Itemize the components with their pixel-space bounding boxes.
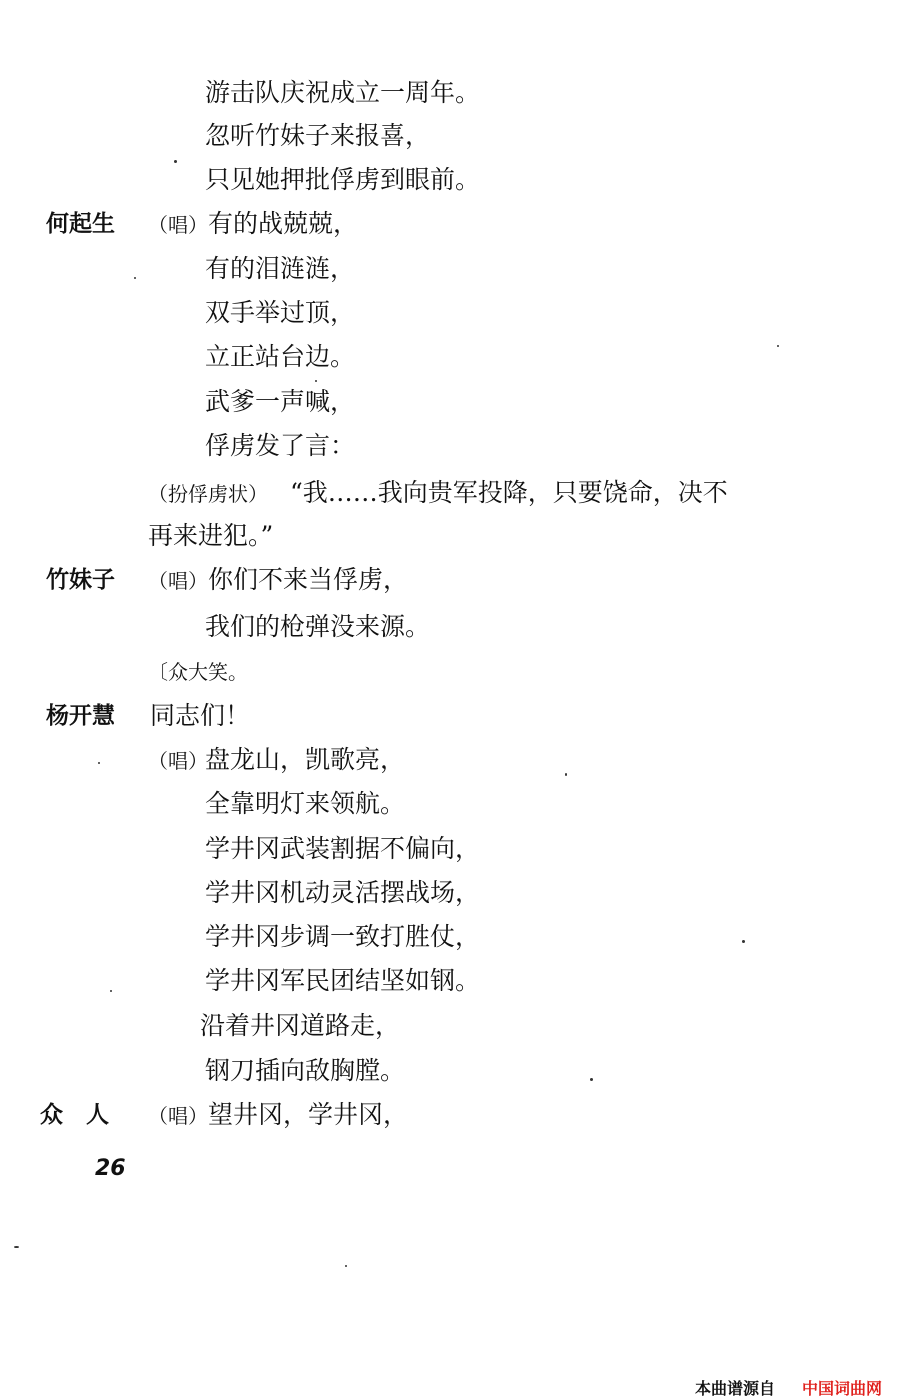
script-line: 学井冈步调一致打胜仗，	[205, 922, 481, 951]
watermark-site-name[interactable]: 中国词曲网	[802, 1379, 883, 1398]
stage-cue: （唱）	[148, 213, 208, 237]
script-line: 只见她押批俘虏到眼前。	[205, 165, 481, 194]
script-line: 忽听竹妹子来报喜，	[205, 121, 431, 150]
scan-speck	[590, 1078, 593, 1081]
script-line: 武爹一声喊，	[205, 387, 356, 416]
scan-speck	[14, 1246, 19, 1248]
stage-cue: （扮俘虏状）	[148, 482, 268, 506]
script-line: 沿着井冈道路走，	[200, 1011, 401, 1040]
scan-speck	[98, 762, 100, 764]
scan-speck	[134, 277, 136, 279]
watermark-source-label: 本曲谱源自	[695, 1379, 776, 1398]
scan-speck	[565, 773, 567, 776]
stage-direction: 〔众大笑。	[148, 660, 248, 684]
script-line: 同志们！	[150, 701, 251, 730]
script-line: 学井冈机动灵活摆战场，	[205, 878, 481, 907]
script-line: “我……我向贵军投降，只要饶命，决不	[290, 478, 728, 507]
script-line: 你们不来当俘虏，	[208, 565, 409, 594]
speaker-name: 竹妹子	[46, 567, 115, 593]
scan-speck	[110, 990, 112, 992]
script-line: 双手举过顶，	[205, 298, 356, 327]
script-line: 全靠明灯来领航。	[205, 789, 406, 818]
scan-speck	[777, 345, 779, 347]
scan-speck	[174, 160, 177, 163]
page-number: 26	[95, 1156, 126, 1181]
script-line: 学井冈武装割据不偏向，	[205, 834, 481, 863]
script-line: 我们的枪弹没来源。	[205, 612, 431, 641]
scan-speck	[315, 380, 317, 382]
script-line: 俘虏发了言：	[205, 431, 356, 460]
script-line: 再来进犯。”	[148, 521, 274, 550]
script-line: 有的泪涟涟，	[205, 254, 356, 283]
stage-cue: （唱）	[148, 749, 208, 773]
scan-speck	[742, 940, 745, 943]
script-line: 钢刀插向敌胸膛。	[205, 1056, 406, 1085]
script-line: 立正站台边。	[205, 342, 356, 371]
stage-cue: （唱）	[148, 569, 208, 593]
speaker-name: 杨开慧	[46, 703, 115, 729]
speaker-name: 众 人	[40, 1102, 109, 1128]
script-line: 学井冈军民团结坚如钢。	[205, 966, 481, 995]
script-line: 望井冈，学井冈，	[208, 1100, 409, 1129]
speaker-name: 何起生	[46, 211, 115, 237]
script-line: 盘龙山，凯歌亮，	[205, 745, 406, 774]
scan-speck	[345, 1265, 347, 1267]
script-line: 游击队庆祝成立一周年。	[205, 78, 481, 107]
script-line: 有的战兢兢，	[208, 209, 359, 238]
stage-cue: （唱）	[148, 1104, 208, 1128]
